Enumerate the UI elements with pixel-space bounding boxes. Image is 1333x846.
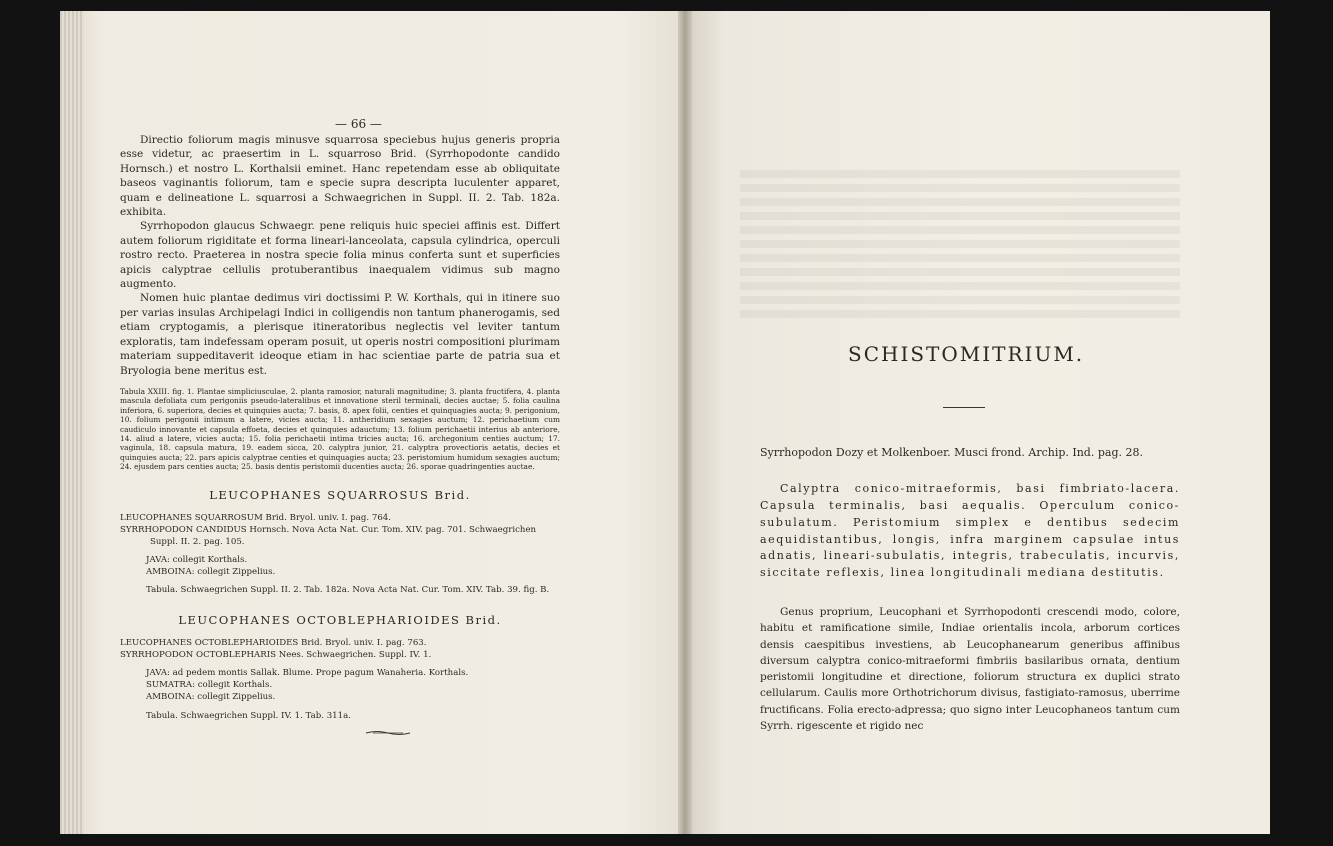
paragraph-3: Nomen huic plantae dedimus viri doctissimi P. W. Korthals, qui in itinere suo per varias insulas Archipelagi Indici in colligendis non tantum phanerogamis, sed etiam cryptogamis, a plerisque itineratoribus neglectis vel leviter tantum exploratis, tam indefessam operam posuit, ut operis nostri compositioni plurimam materiam suppeditaverit ideoque etiam in hac scientiae parte de patria sua et Bryologia bene meritus est. (120, 292, 560, 377)
page-number: — 66 — (335, 117, 382, 131)
genus-diagnosis: Calyptra conico-mitraeformis, basi fimbriato-lacera. Capsula terminalis, basi aequalis. Operculum conico-subulatum. Peristomium simplex e dentibus sedecim aequidistantibus, longis, infra marginem capsulae intus adnatis, lineari-subulatis, integris, trabeculatis, incurvis, siccitate reflexis, linea longitudinali mediana destitutis. (760, 482, 1180, 580)
locality-line: JAVA: ad pedem montis Sallak. Blume. Prope pagum Wanaheria. Korthals. (146, 667, 469, 678)
synonym-line: Suppl. II. 2. pag. 105. (150, 536, 245, 547)
locality-line: AMBOINA: collegit Zippelius. (146, 567, 276, 578)
synonym-line: SYRRHOPODON CANDIDUS Hornsch. Nova Acta Nat. Cur. Tom. XIV. pag. 701. Schwaegrichen (120, 524, 537, 535)
title-rule (943, 407, 985, 408)
genus-description: Genus proprium, Leucophani et Syrrhopodonti crescendi modo, colore, habitu et ramificatione simile, Indiae orientalis incola, arborum cortices densis caespitibus investiens, ab Leucophanearum generibus affinibus diversum calyptra conico-mitraeformi fimbriis basilaribus ornata, dentium peristomii longitudine et directione, foliorum structura ex duplici strato cellularum. Caulis more Orthotrichorum divisus, fastigiato-ramosus, uberrime fructificans. Folia erecto-adpressa; quo signo inter Leucophaneos tantum cum Syrrh. rigescente et rigido nec (760, 605, 1180, 733)
species-heading-squarrosus: LEUCOPHANES SQUARROSUS Brid. (209, 487, 471, 502)
synonym-line: SYRRHOPODON OCTOBLEPHARIS Nees. Schwaegrichen. Suppl. IV. 1. (120, 649, 432, 660)
species-heading-octoblepharioides: LEUCOPHANES OCTOBLEPHARIOIDES Brid. (178, 612, 502, 627)
locality-line: AMBOINA: collegit Zippelius. (146, 692, 276, 703)
right-page-text (760, 445, 1180, 734)
book-gutter (678, 11, 692, 834)
ornament-flourish-icon (365, 730, 411, 736)
synonym-line: LEUCOPHANES SQUARROSUM Brid. Bryol. univ. I. pag. 764. (120, 512, 392, 523)
species-entry-squarrosus (120, 512, 560, 548)
tabula-explanation: Tabula XXIII. fig. 1. Plantae simpliciusculae, 2. planta ramosior, naturali magnitudine; 3. planta fructifera, 4. planta mascula defoliata cum perigoniis pseudo-lateralibus et innovatione steril terminali, decies auctae; 5. folia caulina inferiora, 6. superiora, decies et quinquies aucta; 7. basis, 8. apex folii, centies et quinquagies aucta; 9. perigonium, 10. folium perigonii intimum a latere, vicies aucta; 11. antheridium sexagies auctum; 12. perichaetium cum caudiculo innovante et capsula effoeta, decies et quinquies adauctum; 13. folium perichaetii interius ab anteriore, 14. aliud a latere, vicies aucta; 15. folia perichaetii intima tricies aucta; 16. archegonium centies auctum; 17. vaginula, 18. capsula matura, 19. eadem sicca, 20. calyptra junior, 21. calyptra provectioris aetatis, decies et quinquies aucta; 22. pars apicis calyptrae centies et quinquagies aucta; 23. peristomium humidum sexagies auctum; 24. ejusdem pars centies aucta; 25. basis dentis peristomii ducenties aucta; 26. sporae quadringenties auctae. (120, 386, 560, 472)
tabula-reference: Tabula. Schwaegrichen Suppl. IV. 1. Tab. 311a. (146, 710, 351, 721)
page-edges (60, 11, 84, 834)
tabula-reference: Tabula. Schwaegrichen Suppl. II. 2. Tab. 182a. Nova Acta Nat. Cur. Tom. XIV. Tab. 39. fig. B. (146, 585, 550, 596)
genus-synonym: Syrrhopodon Dozy et Molkenboer. Musci frond. Archip. Ind. pag. 28. (760, 446, 1143, 459)
genus-title: SCHISTOMITRIUM. (848, 342, 1085, 366)
locality-line: JAVA: collegit Korthals. (146, 554, 248, 565)
synonym-line: LEUCOPHANES OCTOBLEPHARIOIDES Brid. Bryol. univ. I. pag. 763. (120, 637, 427, 648)
species-entry-octoblepharioides (120, 637, 560, 661)
locality-line: SUMATRA: collegit Korthals. (146, 680, 273, 691)
left-page-text (120, 133, 560, 740)
paragraph-1: Directio foliorum magis minusve squarrosa speciebus hujus generis propria esse videtur, ac praesertim in L. squarroso Brid. (Syrrhopodonte candido Hornsch.) et nostro L. Korthalsii eminet. Hanc repetendam esse ab obliquitate baseos vaginantis foliorum, tam e specie supra descripta luculenter apparet, quam e delineatione L. squarrosi a Schwaegrichen in Suppl. II. 2. Tab. 182a. exhibita. (120, 134, 560, 219)
bleed-through-text (740, 170, 1180, 320)
ornament-rule (365, 726, 560, 740)
paragraph-2: Syrrhopodon glaucus Schwaegr. pene reliquis huic speciei affinis est. Differt autem foliorum rigiditate et forma lineari-lanceolata, capsula cylindrica, operculi rostro recto. Praeterea in nostra specie folia minus conferta sunt et superficies apicis calyptrae cellulis protuberantibus inaequalem vidimus sub magno augmento. (120, 220, 560, 291)
